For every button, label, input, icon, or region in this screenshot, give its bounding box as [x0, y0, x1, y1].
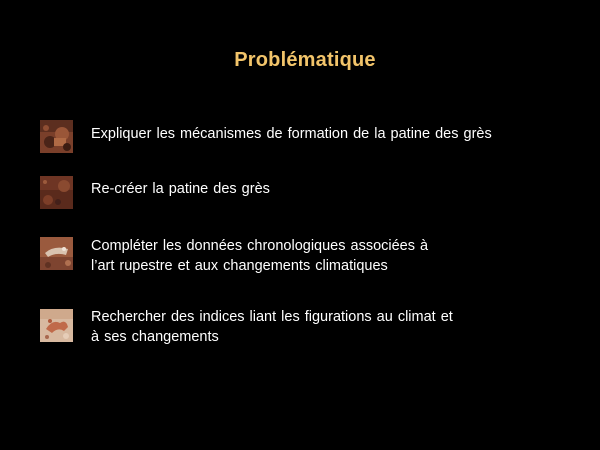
bullet-item	[40, 174, 600, 234]
bullet-text-line: Expliquer les mécanismes de formation de la patine des grès	[91, 126, 492, 142]
bullet-item	[40, 234, 600, 294]
bullet-text-line: Rechercher des indices liant les figurations au climat et	[91, 309, 453, 325]
bullet-item	[40, 118, 600, 178]
bullet-item	[40, 307, 600, 367]
slide-title: Problématique	[234, 49, 376, 71]
bullet-text-line: à ses changements	[91, 329, 219, 345]
rock-art-figure-thumbnail-icon	[40, 237, 73, 270]
bullet-text-line: Compléter les données chronologiques associées à	[91, 238, 429, 254]
rock-art-thumbnail-icon	[40, 120, 73, 153]
bullet-text-line: Re-créer la patine des grès	[91, 181, 270, 197]
bullet-text-line: l’art rupestre et aux changements climatiques	[91, 258, 388, 274]
painted-figure-thumbnail-icon	[40, 309, 73, 342]
sandstone-patina-thumbnail-icon	[40, 176, 73, 209]
